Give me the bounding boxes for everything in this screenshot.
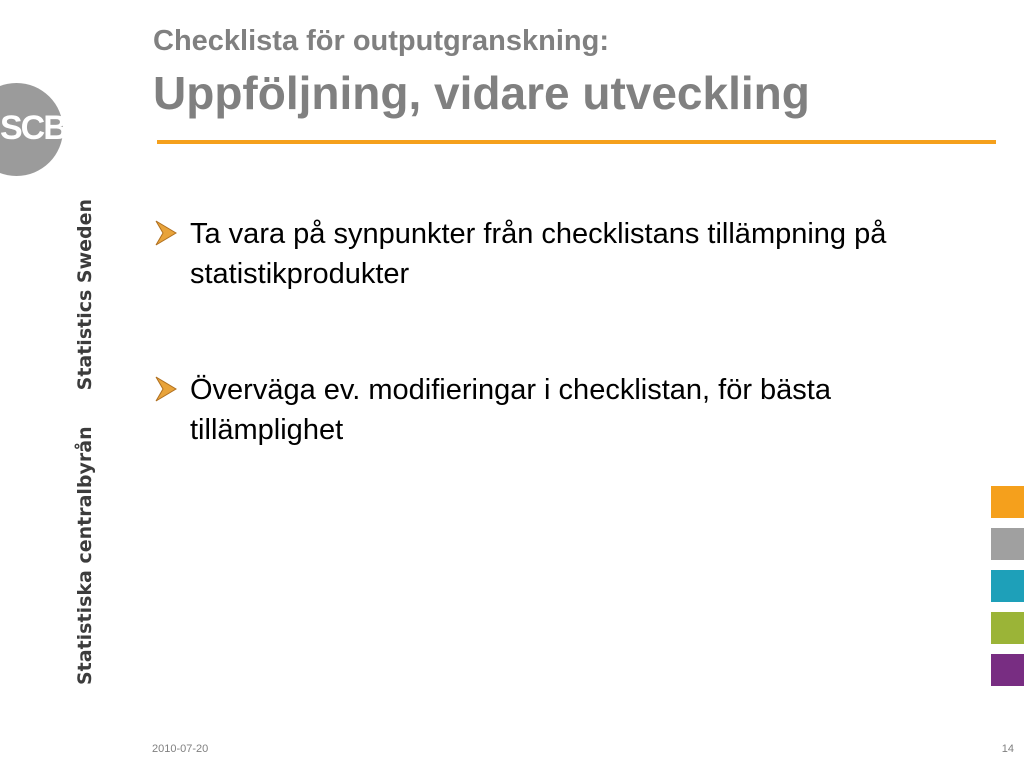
org-name-swedish: Statistiska centralbyrån xyxy=(74,426,96,685)
swatch-gray xyxy=(991,528,1024,560)
arrow-bullet-icon xyxy=(154,218,178,248)
organization-name-vertical xyxy=(74,199,96,685)
footer-date: 2010-07-20 xyxy=(152,743,209,755)
swatch-teal xyxy=(991,570,1024,602)
slide-title: Uppföljning, vidare utveckling xyxy=(153,67,810,119)
color-swatches xyxy=(991,486,1024,696)
slide-subtitle: Checklista för outputgranskning: xyxy=(153,25,609,57)
swatch-purple xyxy=(991,654,1024,686)
bullet-item xyxy=(152,214,982,294)
scb-logo xyxy=(0,83,66,176)
bullet-item xyxy=(152,370,982,450)
swatch-green xyxy=(991,612,1024,644)
page-number: 14 xyxy=(1001,743,1014,755)
title-divider xyxy=(157,140,996,144)
arrow-bullet-icon xyxy=(154,374,178,404)
org-name-english: Statistics Sweden xyxy=(74,198,96,391)
swatch-orange xyxy=(991,486,1024,518)
bullet-list xyxy=(152,214,982,526)
scb-logo-text: SCB xyxy=(0,109,66,147)
bullet-text: Ta vara på synpunkter från checklistans tillämpning på statistikprodukter xyxy=(190,218,887,290)
bullet-text: Överväga ev. modifieringar i checklistan, för bästa tillämplighet xyxy=(190,374,831,446)
